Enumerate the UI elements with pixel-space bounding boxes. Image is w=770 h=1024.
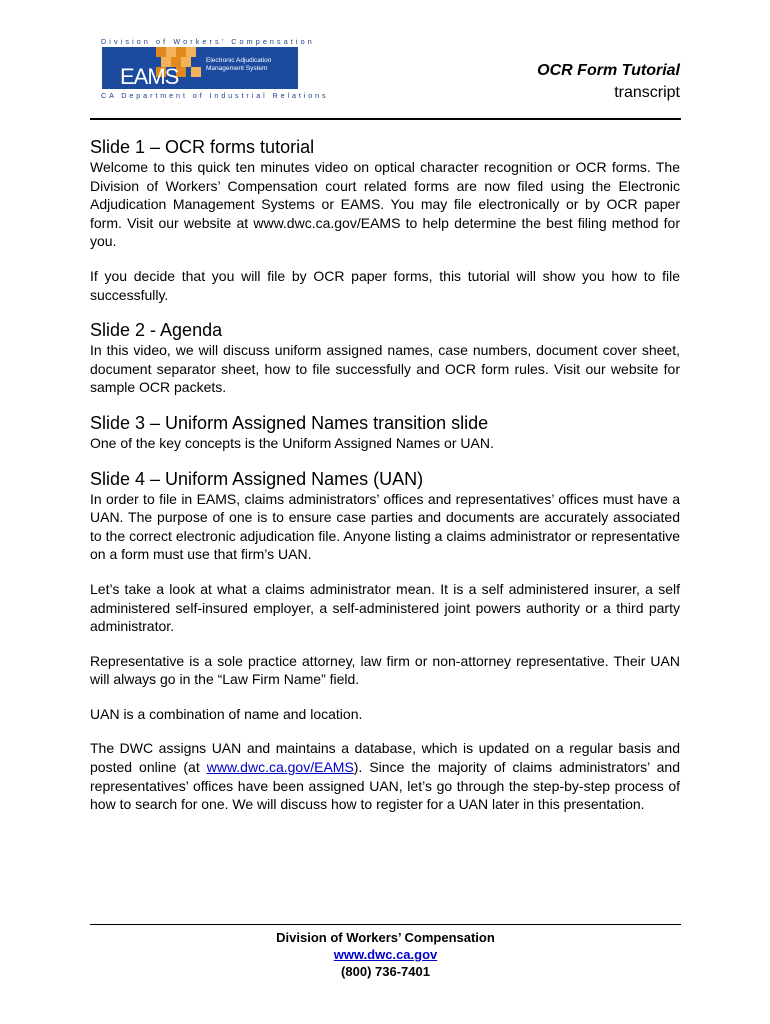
logo-acronym: EAMS [120,64,179,89]
slide-section [90,136,680,304]
logo-system-line2: Management System [206,65,268,72]
footer-website-link[interactable]: www.dwc.ca.gov [333,947,438,962]
logo-checker-square [186,47,196,57]
slide-paragraph: Let’s take a look at what a claims administrator mean. It is a self administered insurer, a self administered self-insured employer, a self-administered joint powers authority or a third party administrator. [90,580,680,635]
footer-divider [90,924,681,925]
slide-heading: Slide 1 – OCR forms tutorial [90,137,315,157]
logo-checker-square [181,57,191,67]
slide-heading: Slide 3 – Uniform Assigned Names transition slide [90,412,489,433]
logo-system-line1: Electronic Adjudication [206,57,272,64]
logo-checker-square [176,47,186,57]
slide-paragraph: If you decide that you will file by OCR paper forms, this tutorial will show you how to file successfully. [90,267,680,303]
logo-top-text: Division of Workers' Compensation [101,37,315,46]
logo-checker-square [166,47,176,57]
logo-checker-square [191,67,201,77]
footer-phone: (800) 736-7401 [341,964,430,979]
footer-org: Division of Workers’ Compensation [276,930,495,945]
logo-system-name [206,57,271,73]
paragraph-text: The DWC assigns UAN and maintains a database, which is updated on a regular basis and posted online (at [90,740,680,776]
slide-heading: Slide 4 – Uniform Assigned Names (UAN) [90,468,424,489]
slide-paragraph-with-link [90,739,680,813]
slide-paragraph: One of the key concepts is the Uniform Assigned Names or UAN. [90,434,494,451]
logo-checker-square [156,47,166,57]
eams-website-link[interactable]: www.dwc.ca.gov/EAMS [206,759,354,776]
slide-paragraph: In this video, we will discuss uniform assigned names, case numbers, document cover sheet, document separator sheet, how to file successfully and OCR form rules. Visit our website for sample OCR packets. [90,342,680,396]
document-title: OCR Form Tutorial [537,62,680,79]
transcript-body [90,136,680,814]
slide-paragraph: In order to file in EAMS, claims administrators’ offices and representatives’ offices must have a UAN. The purpose of one is to ensure case parties and documents are accurately associated to the correct electronic adjudication file. Anyone listing a claims administrator or representative on a form must use that firm’s UAN. [90,490,680,563]
header-divider [90,118,681,120]
slide-section [90,412,680,453]
slide-section [90,319,680,397]
document-subtitle: transcript [614,84,680,101]
slide-heading: Slide 2 - Agenda [90,320,223,341]
slide-paragraph: Welcome to this quick ten minutes video on optical character recognition or OCR forms. The Division of Workers’ Compensation court related forms are now filed using the Electronic Adjudication Management Systems or EAMS. You may file electronically or by OCR paper form. Visit our website at www.dwc.ca.gov/EAMS to help determine the best filing method for you. [90,159,680,250]
slide-paragraph: UAN is a combination of name and location. [90,705,363,722]
page-footer [90,929,681,980]
slide-section [90,468,680,814]
slide-paragraph: Representative is a sole practice attorney, law firm or non-attorney representative. Their UAN will always go in the “Law Firm Name” field. [90,652,680,688]
eams-logo [96,37,329,103]
logo-bottom-text: CA Department of Industrial Relations [101,91,329,100]
paragraph-text: ). Since the majority of claims administrators’ and representatives’ offices have been assigned UAN, let’s go through the step-by-step process of how to search for one. We will discuss how to register for a UAN later in this presentation. [90,759,681,813]
